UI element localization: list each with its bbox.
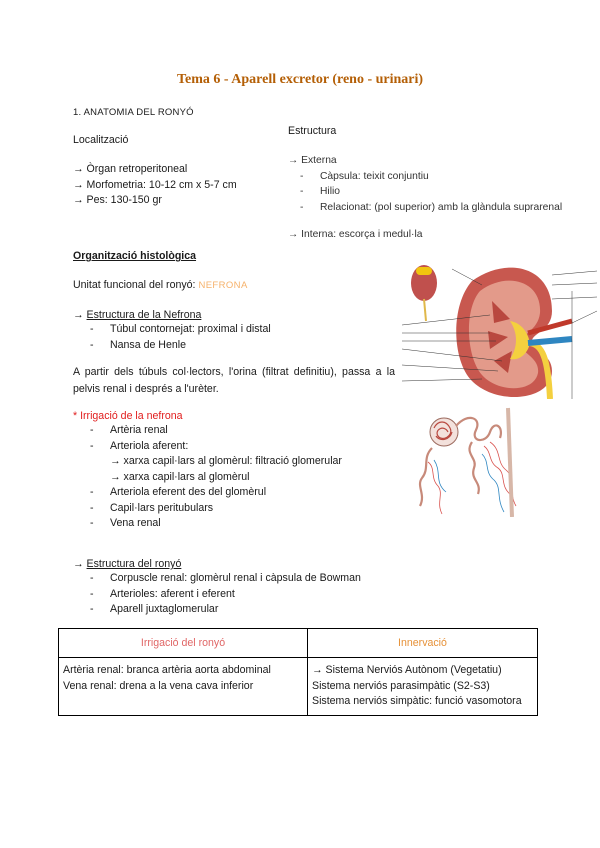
estructura-externa-label: → Externa — [288, 155, 337, 166]
estructura-externa-item: - Relacionat: (pol superior) amb la glàndula suprarenal — [300, 200, 600, 216]
nefrona-list — [90, 322, 271, 353]
table-row: Artèria renal: branca artèria aorta abdominal — [63, 664, 271, 676]
irrigacio-innervacio-table — [58, 628, 538, 716]
section-heading-anatomia: 1. ANATOMIA DEL RONYÓ — [73, 107, 194, 118]
irrigacio-item: - Arteriola eferent des del glomèrul — [90, 485, 266, 501]
estructura-ronyo-item: - Aparell juxtaglomerular — [90, 602, 361, 618]
estructura-ronyo-heading — [73, 558, 181, 570]
irrigacio-nefrona-list — [90, 423, 188, 454]
irrigacio-item: - Arteriola aferent: — [90, 439, 188, 455]
table-row: Vena renal: drena a la vena cava inferior — [63, 679, 254, 692]
table-row: Sistema nerviós simpàtic: funció vasomotora — [312, 695, 522, 707]
estructura-ronyo-item: - Arterioles: aferent i eferent — [90, 587, 361, 603]
estructura-externa-item: - Càpsula: teixit conjuntiu — [300, 169, 600, 185]
estructura-ronyo-arrow: → — [73, 558, 87, 570]
irrigacio-nefrona-heading: * Irrigació de la nefrona — [73, 410, 183, 422]
estructura-externa-item: - Hilio — [300, 184, 600, 200]
irrigacio-item: - Vena renal — [90, 516, 266, 532]
nefrona-arrow: → — [73, 309, 87, 321]
table-cell-innervacio — [308, 658, 538, 716]
localitzacio-list — [73, 162, 237, 209]
irrigacio-subitem: → xarxa capil·lars al glomèrul: filtració glomerular — [110, 455, 342, 467]
page-title: Tema 6 - Aparell excretor (reno - urinari) — [176, 72, 424, 87]
nephron-figure — [412, 402, 522, 517]
estructura-externa-list — [300, 169, 600, 216]
estructura-heading: Estructura — [288, 125, 337, 137]
nefrona-highlight: NEFRONA — [198, 280, 248, 291]
irrigacio-subitem: → xarxa capil·lars al glomèrul — [110, 470, 250, 483]
irrigacio-item: - Artèria renal — [90, 423, 188, 439]
organitzacio-heading: Organització histològica — [73, 250, 197, 262]
table-header-irrigacio: Irrigació del ronyó — [59, 629, 308, 658]
irrigacio-sublist — [110, 454, 342, 485]
nefrona-item: - Túbul contornejat: proximal i distal — [90, 322, 271, 338]
localitzacio-item: → Pes: 130-150 gr — [73, 194, 162, 206]
nefrona-heading-text: Estructura de la Nefrona — [86, 309, 202, 321]
kidney-anatomy-figure — [402, 261, 600, 399]
localitzacio-item: → Morfometria: 10-12 cm x 5-7 cm — [73, 178, 237, 191]
estructura-interna: → Interna: escorça i medul·la — [288, 229, 423, 240]
table-header-innervacio: Innervació — [308, 629, 538, 658]
irrigacio-nefrona-list-2 — [90, 485, 266, 532]
table-cell-irrigacio — [59, 658, 308, 716]
nefrona-heading — [73, 309, 201, 321]
estructura-ronyo-item: - Corpuscle renal: glomèrul renal i càpsula de Bowman — [90, 571, 361, 587]
table-row: → Sistema Nerviós Autònom (Vegetatiu) — [312, 664, 502, 676]
localitzacio-item: → Òrgan retroperitoneal — [73, 163, 188, 175]
estructura-block — [288, 153, 600, 240]
orina-paragraph: A partir dels túbuls col·lectors, l'orina (filtrat definitiu), passa a la pelvis renal i després a l'urèter. — [73, 366, 395, 395]
estructura-ronyo-list — [90, 571, 361, 618]
nefrona-item: - Nansa de Henle — [90, 338, 271, 354]
localitzacio-heading: Localització — [73, 134, 129, 146]
irrigacio-item: - Capil·lars peritubulars — [90, 501, 266, 517]
unitat-prefix: Unitat funcional del ronyó: — [73, 279, 199, 291]
unitat-funcional — [73, 279, 248, 291]
estructura-ronyo-heading-text: Estructura del ronyó — [86, 558, 182, 570]
table-row: Sistema nerviós parasimpàtic (S2-S3) — [312, 679, 490, 692]
